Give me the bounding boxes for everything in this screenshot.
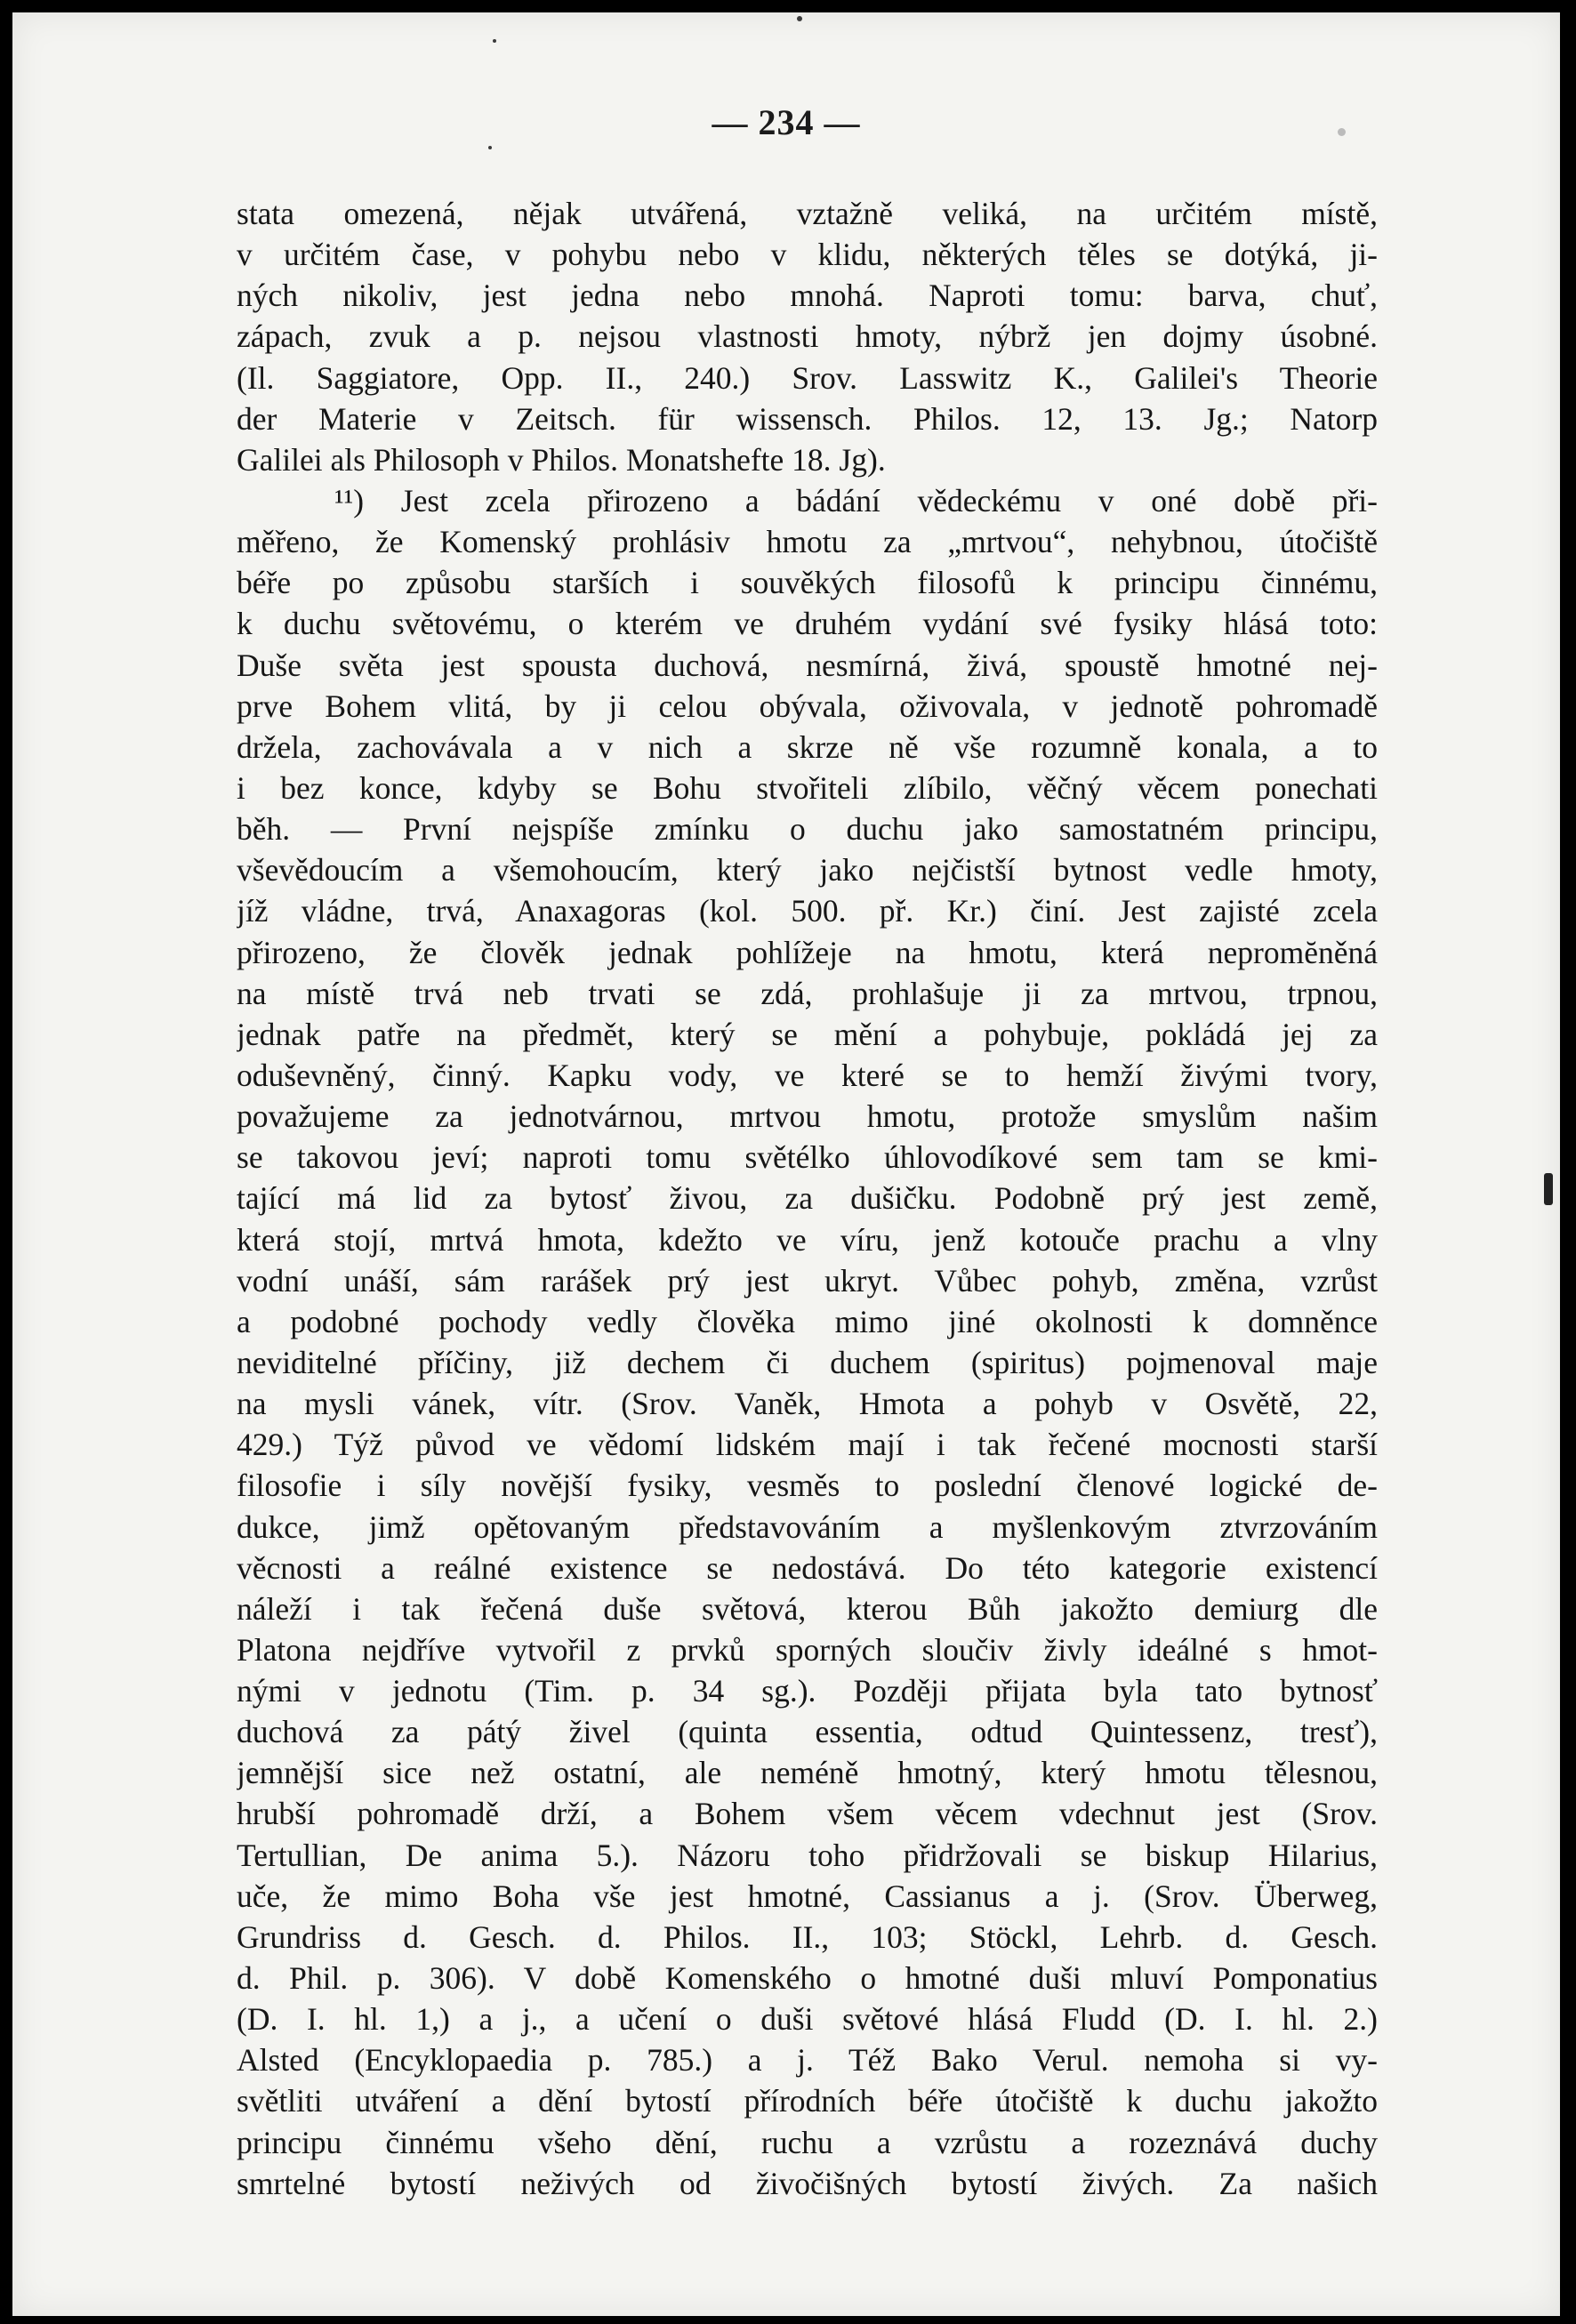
print-speck [797, 16, 802, 21]
text-line: měřeno, že Komenský prohlásiv hmotu za „mrtvou“, nehybnou, útočiště [237, 524, 1378, 560]
text-line: na místě trvá neb trvati se zdá, prohlašuje ji za mrtvou, trpnou, [237, 975, 1378, 1011]
text-line: i bez konce, kdyby se Bohu stvořiteli zlíbilo, věčný věcem ponechati [237, 769, 1378, 806]
text-line: se takovou jeví; naproti tomu světélko úhlovodíkové sem tam se kmi- [237, 1139, 1378, 1176]
text-line: duchová za pátý živel (quinta essentia, odtud Quintessenz, tresť), [237, 1714, 1378, 1750]
binding-mark [1544, 1173, 1553, 1205]
body-text [237, 193, 1378, 2204]
text-line: Galilei als Philosoph v Philos. Monatshefte 18. Jg). [237, 441, 886, 478]
text-line: neviditelné příčiny, již dechem či duchem (spiritus) pojmenoval maje [237, 1344, 1378, 1380]
text-line: (D. I. hl. 1,) a j., a učení o duši světové hlásá Fludd (D. I. hl. 2.) [237, 2001, 1378, 2038]
text-line: Duše světa jest spousta duchová, nesmírná, živá, spoustě hmotné nej- [237, 647, 1378, 683]
document-page [12, 12, 1560, 2316]
text-line: Alsted (Encyklopaedia p. 785.) a j. Též Bako Verul. nemoha si vy- [237, 2042, 1378, 2079]
text-line: zápach, zvuk a p. nejsou vlastnosti hmoty, nýbrž jen dojmy úsobné. [237, 318, 1378, 355]
text-line: jednak patře na předmět, který se mění a pohybuje, pokládá jej za [237, 1016, 1378, 1052]
text-line: přirozeno, že člověk jednak pohlížeje na hmotu, která nepromĕněná [237, 934, 1378, 970]
text-line: jemnější sice než ostatní, ale neméně hmotný, který hmotu tělesnou, [237, 1755, 1378, 1791]
text-line: der Materie v Zeitsch. für wissensch. Philos. 12, 13. Jg.; Natorp [237, 400, 1378, 437]
text-line: oduševněný, činný. Kapku vody, ve které se to hemží živými tvory, [237, 1057, 1378, 1093]
text-line: tající má lid za bytosť živou, za dušičku. Podobně prý jest země, [237, 1180, 1378, 1217]
text-line: dukce, jimž opětovaným představováním a myšlenkovým ztvrzováním [237, 1508, 1378, 1545]
text-line: k duchu světovému, o kterém ve druhém vydání své fysiky hlásá toto: [237, 606, 1378, 642]
text-line: Grundriss d. Gesch. d. Philos. II., 103; Stöckl, Lehrb. d. Gesch. [237, 1918, 1378, 1955]
footnote-start-line: ¹¹) Jest zcela přirozeno a bádání vědeckému v oné době při- [334, 482, 1378, 519]
text-line: běh. — První nejspíše zmínku o duchu jako samostatném principu, [237, 811, 1378, 848]
text-line: věcnosti a reálné existence se nedostává. Do této kategorie existencí [237, 1549, 1378, 1586]
text-line: filosofie i síly novější fysiky, vesměs to poslední členové logické de- [237, 1468, 1378, 1504]
print-speck [493, 39, 496, 43]
text-line: Platona nejdříve vytvořil z prvků sporných sloučiv živly ideálné s hmot- [237, 1631, 1378, 1668]
text-line: vodní unáší, sám rarášek prý jest ukryt. Vůbec pohyb, změna, vzrůst [237, 1262, 1378, 1299]
text-line: považujeme za jednotvárnou, mrtvou hmotu, protože smyslům našim [237, 1098, 1378, 1135]
text-line: principu činnému všeho dění, ruchu a vzrůstu a rozeznává duchy [237, 2124, 1378, 2160]
text-line: nými v jednotu (Tim. p. 34 sg.). Později přijata byla tato bytnosť [237, 1673, 1378, 1709]
page-number: — 234 — [712, 102, 861, 142]
text-line: smrtelné bytostí neživých od živočišných bytostí živých. Za našich [237, 2165, 1378, 2201]
text-line: náleží i tak řečená duše světová, kterou Bůh jakožto demiurg dle [237, 1590, 1378, 1627]
text-line: 429.) Týž původ ve vědomí lidském mají i tak řečené mocnosti starší [237, 1427, 1378, 1463]
text-line: béře po způsobu starších i souvěkých filosofů k principu činnému, [237, 565, 1378, 601]
text-line: hrubší pohromadě drží, a Bohem všem věcem vdechnut jest (Srov. [237, 1796, 1378, 1832]
text-line: na mysli vánek, vítr. (Srov. Vaněk, Hmota a pohyb v Osvětě, 22, [237, 1386, 1378, 1422]
text-line: držela, zachovávala a v nich a skrze ně vše rozumně konala, a to [237, 728, 1378, 765]
text-line: a podobné pochody vedly člověka mimo jiné okolnosti k domněnce [237, 1303, 1378, 1339]
text-line: prve Bohem vlitá, by ji celou obývala, oživovala, v jednotě pohromadě [237, 688, 1378, 724]
text-line: (Il. Saggiatore, Opp. II., 240.) Srov. Lasswitz K., Galilei's Theorie [237, 359, 1378, 396]
text-line: Tertullian, De anima 5.). Názoru toho přidržovali se biskup Hilarius, [237, 1837, 1378, 1873]
text-line: světliti utváření a dění bytostí přírodních béře útočiště k duchu jakožto [237, 2083, 1378, 2119]
text-line: stata omezená, nějak utvářená, vztažně veliká, na určitém místě, [237, 196, 1378, 231]
text-line: v určitém čase, v pohybu nebo v klidu, některých těles se dotýká, ji- [237, 237, 1378, 273]
text-line: d. Phil. p. 306). V době Komenského o hmotné duši mluví Pomponatius [237, 1960, 1378, 1997]
text-line: ných nikoliv, jest jedna nebo mnohá. Naproti tomu: barva, chuť, [237, 277, 1378, 314]
text-line: vševědoucím a všemohoucím, který jako nejčistší bytnost vedle hmoty, [237, 852, 1378, 889]
text-line: jíž vládne, trvá, Anaxagoras (kol. 500. př. Kr.) činí. Jest zajisté zcela [237, 893, 1378, 929]
text-line: uče, že mimo Boha vše jest hmotné, Cassianus a j. (Srov. Überweg, [237, 1878, 1378, 1914]
text-line: která stojí, mrtvá hmota, kdežto ve víru, jenž kotouče prachu a vlny [237, 1221, 1378, 1258]
print-speck [488, 146, 492, 149]
